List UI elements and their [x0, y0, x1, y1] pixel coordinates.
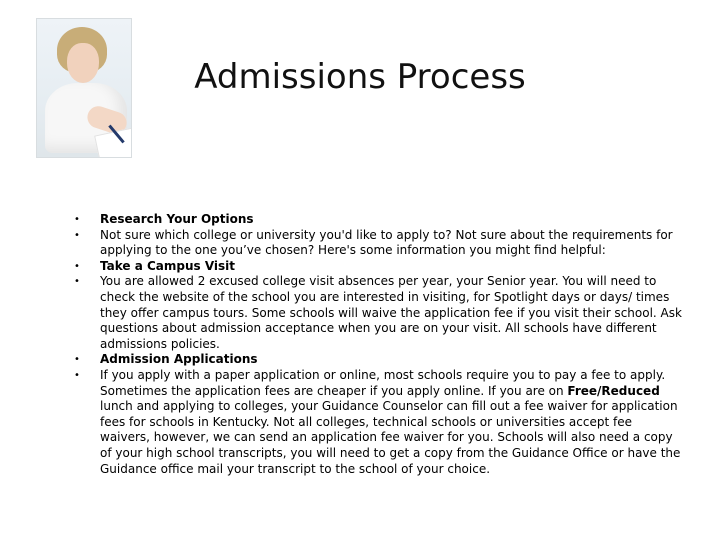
- list-item: [74, 212, 684, 228]
- research-options-text: Not sure which college or university you'd like to apply to? Not sure about the requirements for applying to the one you’ve chosen? Here's some information you might find helpful:: [100, 227, 673, 258]
- applications-text-part-2: lunch and applying to colleges, your Guidance Counselor can fill out a fee waiver for application fees for schools in Kentucky. Not all colleges, technical schools or universities accept fee waivers, however, we can send an application fee waiver for you. Schools will also need a copy of your high school transcripts, you will need to get a copy from the Guidance Office or have the Guidance office mail your transcript to the school of your choice.: [100, 399, 681, 476]
- list-item: [74, 228, 684, 259]
- heading-admission-applications: Admission Applications: [100, 352, 258, 367]
- campus-visit-text: You are allowed 2 excused college visit absences per year, your Senior year. You will need to check the website of the school you are interested in visiting, for Spotlight days or days/ times they offer campus tours. Some schools will waive the application fee if you visit their school. Ask questions about admission acceptance when you are on your visit. All schools have different admissions policies.: [100, 274, 682, 351]
- list-item: [74, 274, 684, 352]
- free-reduced-emphasis: Free/Reduced: [567, 383, 660, 398]
- bullet-icon: •: [74, 369, 80, 381]
- applications-text-part-1: If you apply with a paper application or online, most schools require you to pay a fee to apply. Sometimes the application fees are cheaper if you apply online. If you are on: [100, 367, 666, 398]
- heading-campus-visit: Take a Campus Visit: [100, 258, 236, 273]
- list-item: [74, 259, 684, 275]
- bullet-icon: •: [74, 229, 80, 241]
- bullet-icon: •: [74, 276, 80, 288]
- bullet-icon: •: [74, 214, 80, 225]
- bullet-list: [74, 212, 684, 477]
- heading-research-options: Research Your Options: [100, 212, 254, 226]
- bullet-list-container: [74, 212, 684, 477]
- bullet-icon: •: [74, 260, 80, 272]
- slide-title: Admissions Process: [194, 56, 526, 97]
- photo-face: [67, 43, 99, 83]
- list-item: [74, 368, 684, 477]
- admission-applications-text: [100, 368, 680, 476]
- bullet-icon: •: [74, 354, 80, 366]
- list-item: [74, 352, 684, 368]
- student-writing-photo: [36, 18, 132, 158]
